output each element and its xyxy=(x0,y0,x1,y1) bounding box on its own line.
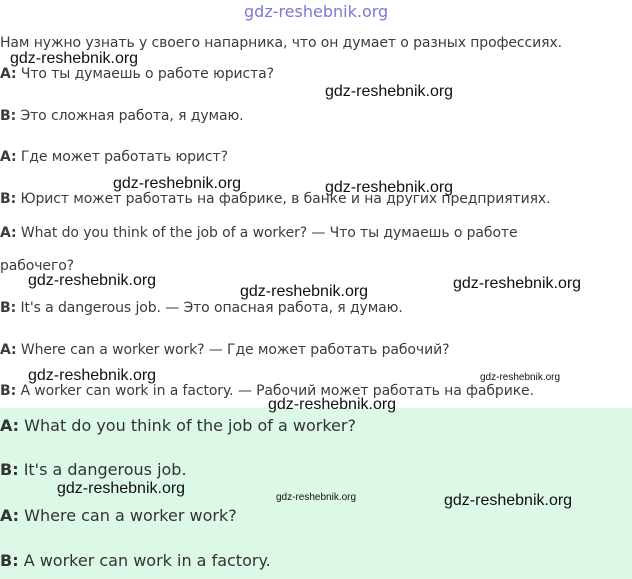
watermark: gdz-reshebnik.org xyxy=(113,175,242,192)
dialogue-line-7 xyxy=(0,342,449,358)
line-text: Где может работать юрист? xyxy=(20,149,228,165)
watermark: gdz-reshebnik.org xyxy=(480,372,561,383)
speaker-label: B: xyxy=(0,551,19,570)
answer-line-4 xyxy=(0,551,271,570)
speaker-label: A: xyxy=(0,149,17,165)
line-text: Это сложная работа, я думаю. xyxy=(20,108,244,124)
watermark: gdz-reshebnik.org xyxy=(57,480,186,497)
speaker-label: B: xyxy=(0,460,19,479)
line-text: It's a dangerous job. xyxy=(23,460,187,479)
speaker-label: A: xyxy=(0,66,17,82)
watermark: gdz-reshebnik.org xyxy=(10,50,139,67)
watermark: gdz-reshebnik.org xyxy=(453,275,582,292)
line-text: Where can a worker work? xyxy=(24,506,237,525)
line-text: What do you think of the job of a worker? xyxy=(24,416,356,435)
speaker-label: A: xyxy=(0,342,17,358)
speaker-label: A: xyxy=(0,416,20,435)
speaker-label: B: xyxy=(0,191,17,207)
dialogue-line-2 xyxy=(0,108,244,124)
dialogue-line-6 xyxy=(0,300,403,316)
watermark: gdz-reshebnik.org xyxy=(444,492,573,509)
dialogue-line-8 xyxy=(0,383,534,399)
dialogue-line-1 xyxy=(0,66,274,82)
answer-line-2 xyxy=(0,460,187,479)
speaker-label: B: xyxy=(0,300,17,316)
watermark: gdz-reshebnik.org xyxy=(28,367,157,384)
dialogue-line-4 xyxy=(0,191,550,207)
speaker-label: B: xyxy=(0,383,17,399)
header-watermark: gdz-reshebnik.org xyxy=(244,2,389,21)
line-text: It's a dangerous job. — Это опасная работа, я думаю. xyxy=(20,300,403,316)
answer-line-1 xyxy=(0,416,356,435)
watermark: gdz-reshebnik.org xyxy=(276,492,357,503)
line-text: A worker can work in a factory. xyxy=(23,551,271,570)
watermark: gdz-reshebnik.org xyxy=(28,272,157,289)
line-text: A worker can work in a factory. — Рабочий может работать на фабрике. xyxy=(20,383,534,399)
answer-line-3 xyxy=(0,506,237,525)
intro-text: Нам нужно узнать у своего напарника, что он думает о разных профессиях. xyxy=(0,35,562,51)
watermark: gdz-reshebnik.org xyxy=(325,179,454,196)
line-text: Что ты думаешь о работе юриста? xyxy=(20,66,274,82)
speaker-label: A: xyxy=(0,506,20,525)
line-text: Юрист может работать на фабрике, в банке и на других предприятиях. xyxy=(20,191,551,207)
speaker-label: B: xyxy=(0,108,17,124)
dialogue-line-5-continuation: рабочего? xyxy=(0,258,75,274)
line-text: Where can a worker work? — Где может работать рабочий? xyxy=(20,342,450,358)
watermark: gdz-reshebnik.org xyxy=(268,396,397,413)
watermark: gdz-reshebnik.org xyxy=(240,283,369,300)
dialogue-line-3 xyxy=(0,149,228,165)
speaker-label: A: xyxy=(0,225,17,241)
dialogue-line-5 xyxy=(0,225,517,241)
watermark: gdz-reshebnik.org xyxy=(325,83,454,100)
line-text: What do you think of the job of a worker? — Что ты думаешь о работе xyxy=(20,225,518,241)
